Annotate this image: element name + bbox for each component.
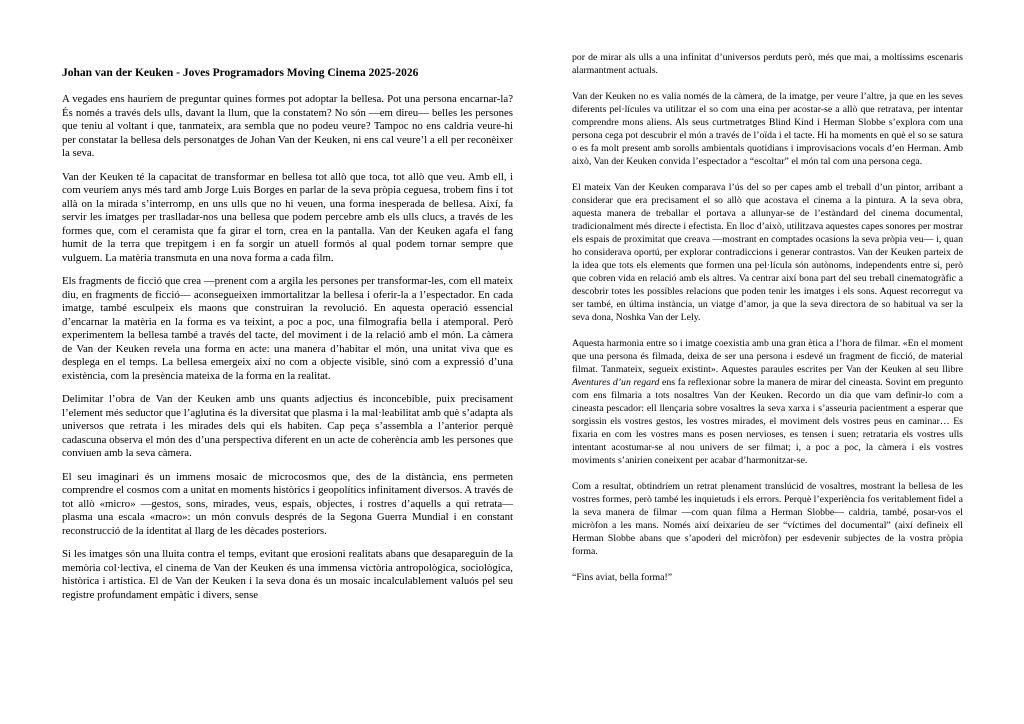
paragraph: [62, 275, 513, 383]
text-segment: Els fragments de ficció que crea —prenent com a argila les persones per transformar-les, com ell mateix diu, en fragments de ficció— aconsegueixen immortalitzar la bellesa i oferir-la a l’espectador. En cada imatge, també esculpeix els maons que construiran la revolució. En aquesta operació essencial d’encarnar la matèria en la forma es va teixint, a poc a poc, una filmografia bella i atemporal. Però experimentem la bellesa també a través del tacte, del moviment i de la relació amb el món. La càmera de Van der Keuken revela una forma en acte: una manera d’habitar el món, una unitat viva que es desplega en el temps. La bellesa emergeix així no com a objecte visible, sinó com a expressió d’una existència, com la presència mateixa de la forma en la realitat.: [62, 275, 513, 382]
text-segment: “Fins aviat, bella forma!”: [572, 572, 673, 583]
text-segment: El mateix Van der Keuken comparava l’ús del so per capes amb el treball d’un pintor, arribant a considerar que era precisament el so allò que acostava el cinema a la pintura. A la seva obra, aquesta manera de treballar el portava a allunyar-se de l’estàndard del cinema documental, tradicionalment més directe i efectista. En lloc d’això, utilitzava aquestes capes sonores per mostrar els espais de proximitat que creava —mostrant en comptades ocasions la seva pròpia veu— i, quan ho considerava oportú, per explorar contradiccions i generar contrastos. Van der Keuken parteix de la idea que tots els elements que formen una pel·lícula són autònoms, independents entre si, però que cobren vida en relació amb els altres. Va centrar així bona part del seu treball cinematogràfic a descobrir totes les possibles relacions que poden tenir les imatges i els sons. Aquest recorregut va ser també, en última instància, un viatge d’amor, ja que la seva directora de so habitual va ser la seva dona, Noshka Van der Lely.: [572, 182, 963, 323]
paragraph: [572, 480, 963, 558]
text-segment: Van der Keuken no es valia només de la càmera, de la imatge, per veure l’altre, ja que en les seves diferents pel·lícules va utilitzar el so com una eina per acostar-se a allò que retratava, per intentar comprendre mons aliens. Als seus curtmetratges Blind Kind i Herman Slobbe s’explora com una persona cega pot descubrir el món a través de l’oïda i el tacte. Hi ha moments en què el so se satura o es fa molt present amb sorolls ambientals quotidians i improvisacions vocals d’en Herman. Amb això, Van der Keuken convida l’espectador a “escoltar” el món tal com una persona cega.: [572, 91, 963, 167]
text-segment: por de mirar als ulls a una infinitat d’universos perduts però, més que mai, a moltíssims escenaris alarmantment actuals.: [572, 52, 963, 76]
paragraph: [62, 93, 513, 161]
text-segment: Com a resultat, obtindríem un retrat plenament translúcid de vosaltres, mostrant la bellesa de les vostres formes, però també les inquietuds i els errors. Perquè l’experiència fos veritablement fidel a la seva manera de filmar —com quan filma a Herman Slobbe— caldria, també, posar-vos el micròfon a les mans. Només així deixaríeu de ser “víctimes del documental” (així defineix ell Herman Slobbe abans que s’apoderi del micròfon) per esdevenir subjectes de la vostra pròpia forma.: [572, 481, 963, 557]
document-column-left: [62, 66, 513, 602]
text-segment: A vegades ens hauríem de preguntar quines formes pot adoptar la bellesa. Pot una persona encarnar-la? És només a través dels ulls, davant la llum, que la constatem? No són —em direu— belles les persones que teniu al voltant i que, tanmateix, ara sembla que no podeu veure? Tampoc no ens caldria veure-hi per constatar la bellesa dels personatges de Johan Van der Keuken, ni ens cal veure’l a ell per reconèixer la seva.: [62, 93, 513, 159]
paragraph: [62, 471, 513, 539]
document-column-right: [572, 51, 963, 584]
text-segment: Si les imatges són una lluita contra el temps, evitant que erosioni realitats abans que desapareguin de la memòria col·lectiva, el cinema de Van der Keuken és una immensa victòria antropològica, sociològica, històrica i artística. El de Van der Keuken i la seva dona és un mosaic incalculablement valuós pel seu registre profundament empàtic i divers, sense: [62, 548, 513, 601]
text-segment: Delimitar l’obra de Van der Keuken amb uns quants adjectius és inconcebible, puix precisament l’element més seductor que l’aglutina és la diversitat que plasma i la mal·leabilitat amb què s’adapta als universos que retrata i les mirades dels qui els habiten. Cap peça s’assembla a l’anterior perquè cadascuna observa el món des d’una perspectiva diferent en un acte de coherència amb les persones que conviuen amb la seva càmera.: [62, 393, 513, 459]
paragraph: [572, 181, 963, 324]
text-segment: El seu imaginari és un immens mosaic de microcosmos que, des de la distància, ens permeten comprendre el cosmos com a unitat en moments històrics i geopolítics infinitament diversos. A través de tot allò «micro» —gestos, sons, mirades, veus, espais, objectes, i rostres d’aquells a qui retrata— plasma una escala «macro»: un món convuls després de la Segona Guerra Mundial i en constant reconstrucció de la identitat al llarg de les dècades posteriors.: [62, 470, 513, 537]
paragraph: [572, 51, 963, 77]
paragraph: [62, 548, 513, 602]
paragraph: [62, 393, 513, 461]
text-segment: Van der Keuken té la capacitat de transformar en bellesa tot allò que toca, tot allò que veu. Amb ell, i com veuríem anys més tard amb Jorge Luis Borges en parlar de la seva pròpia ceguesa, trobem fins i tot allà on la mirada s’interromp, en uns ulls que no hi veuen, una forma inesperada de bellesa. Així, fa servir les imatges per traslladar-nos una bellesa que podem percebre amb els ulls clucs, a través de les formes que, com el ceramista que fa girar el torn, crea en la pantalla. Van der Keuken agafa el fang humit de la terra que trepitgem i en fa sorgir un atuell formós al qual podem tornar sempre que vulguem. La matèria transmuta en una nova forma a cada film.: [62, 170, 513, 264]
italic-text-segment: Aventures d’un regard: [572, 377, 660, 388]
text-segment: ens fa reflexionar sobre la manera de mirar del cineasta. Sovint em pregunto com ens filmaria a tots nosaltres Van der Keuken. Recordo un dia que vam definir-lo com a cineasta pescador: ell llençaria sobre vosaltres la seva xarxa i s’asseuria pacientment a esperar que sorgissin els vostres gestos, les vostres mirades, el moviment dels vostres peus en caminar… Es fixaria en com les vostres mans es posen nervioses, es tensen i suen; retrataria els vostres ulls intentant acostumar-se al nou univers de ser filmat; i, a poc a poc, la càmera i els vostres moviments s’anirien coneixent per acabar d’harmonitzar-se.: [572, 377, 963, 466]
document-title: Johan van der Keuken - Joves Programadors Moving Cinema 2025-2026: [62, 67, 419, 79]
paragraph: [572, 90, 963, 168]
column-left-paragraphs: [62, 93, 513, 602]
column-right-paragraphs: [572, 51, 963, 584]
paragraph: [62, 171, 513, 266]
text-segment: Aquesta harmonia entre so i imatge coexistia amb una gran ètica a l’hora de filmar. «En el moment que una persona és filmada, deixa de ser una persona i esdevé un fragment de ficció, de material filmat. Tanmateix, segueix existint». Aquestes paraules escrites per Van der Keuken al seu llibre: [572, 338, 963, 375]
paragraph: [572, 571, 963, 584]
paragraph: [572, 337, 963, 467]
